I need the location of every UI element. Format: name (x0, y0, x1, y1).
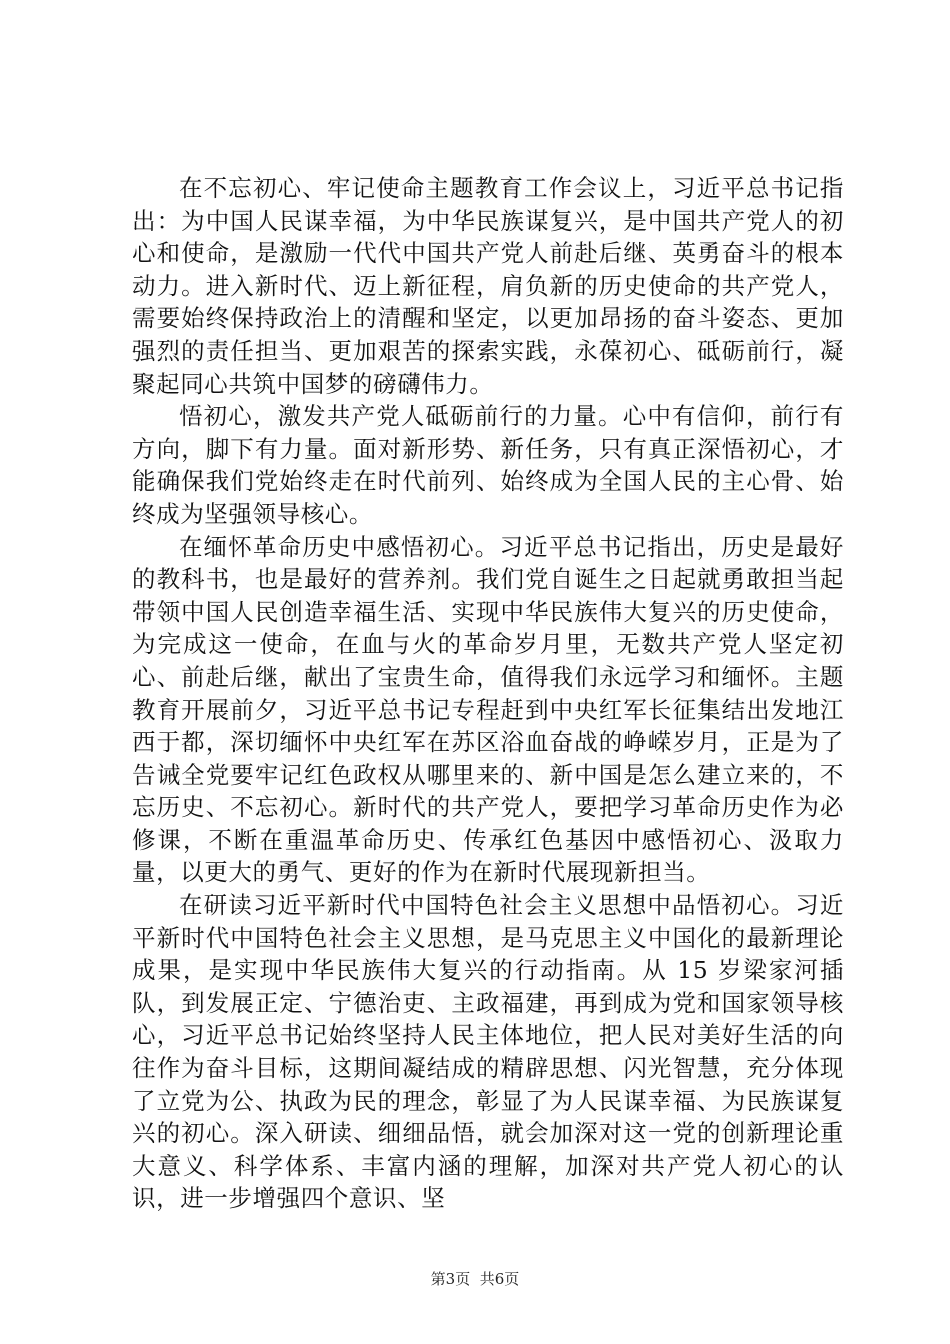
paragraph-3: 在缅怀革命历史中感悟初心。习近平总书记指出，历史是最好的教科书，也是最好的营养剂。我们党自诞生之日起就勇敢担当起带领中国人民创造幸福生活、实现中华民族伟大复兴的历史使命，为完成这一使命，在血与火的革命岁月里，无数共产党人坚定初心、前赴后继，献出了宝贵生命，值得我们永远学习和缅怀。主题教育开展前夕，习近平总书记专程赶到中央红军长征集结出发地江西于都，深切缅怀中央红军在苏区浴血奋战的峥嵘岁月，正是为了告诫全党要牢记红色政权从哪里来的、新中国是怎么建立来的，不忘历史、不忘初心。新时代的共产党人，要把学习革命历史作为必修课，不断在重温革命历史、传承红色基因中感悟初心、汲取力量，以更大的勇气、更好的作为在新时代展现新担当。 (132, 532, 844, 887)
paragraph-4: 在研读习近平新时代中国特色社会主义思想中品悟初心。习近平新时代中国特色社会主义思想，是马克思主义中国化的最新理论成果，是实现中华民族伟大复兴的行动指南。从 15 岁梁家河插队，到发展正定、宁德治吏、主政福建，再到成为党和国家领导核心，习近平总书记始终坚持人民主体地位，把人民对美好生活的向往作为奋斗目标，这期间凝结成的精辟思想、闪光智慧，充分体现了立党为公、执政为民的理念，彰显了为人民谋幸福、为民族谋复兴的初心。深入研读、细细品悟，就会加深对这一党的创新理论重大意义、科学体系、丰富内涵的理解，加深对共产党人初心的认识，进一步增强四个意识、坚 (132, 891, 844, 1213)
page-number-total: 共6页 (479, 1270, 520, 1288)
page-number-current: 第3页 (430, 1270, 471, 1288)
paragraph-2: 悟初心，激发共产党人砥砺前行的力量。心中有信仰，前行有方向，脚下有力量。面对新形势、新任务，只有真正深悟初心，才能确保我们党始终走在时代前列、始终成为全国人民的主心骨、始终成为坚强领导核心。 (132, 402, 844, 528)
page-footer (0, 1268, 950, 1289)
paragraph-1: 在不忘初心、牢记使命主题教育工作会议上，习近平总书记指出：为中国人民谋幸福，为中华民族谋复兴，是中国共产党人的初心和使命，是激励一代代中国共产党人前赴后继、英勇奋斗的根本动力。进入新时代、迈上新征程，肩负新的历史使命的共产党人，需要始终保持政治上的清醒和坚定，以更加昂扬的奋斗姿态、更加强烈的责任担当、更加艰苦的探索实践，永葆初心、砥砺前行，凝聚起同心共筑中国梦的磅礴伟力。 (132, 174, 844, 398)
body-text (132, 172, 844, 1215)
